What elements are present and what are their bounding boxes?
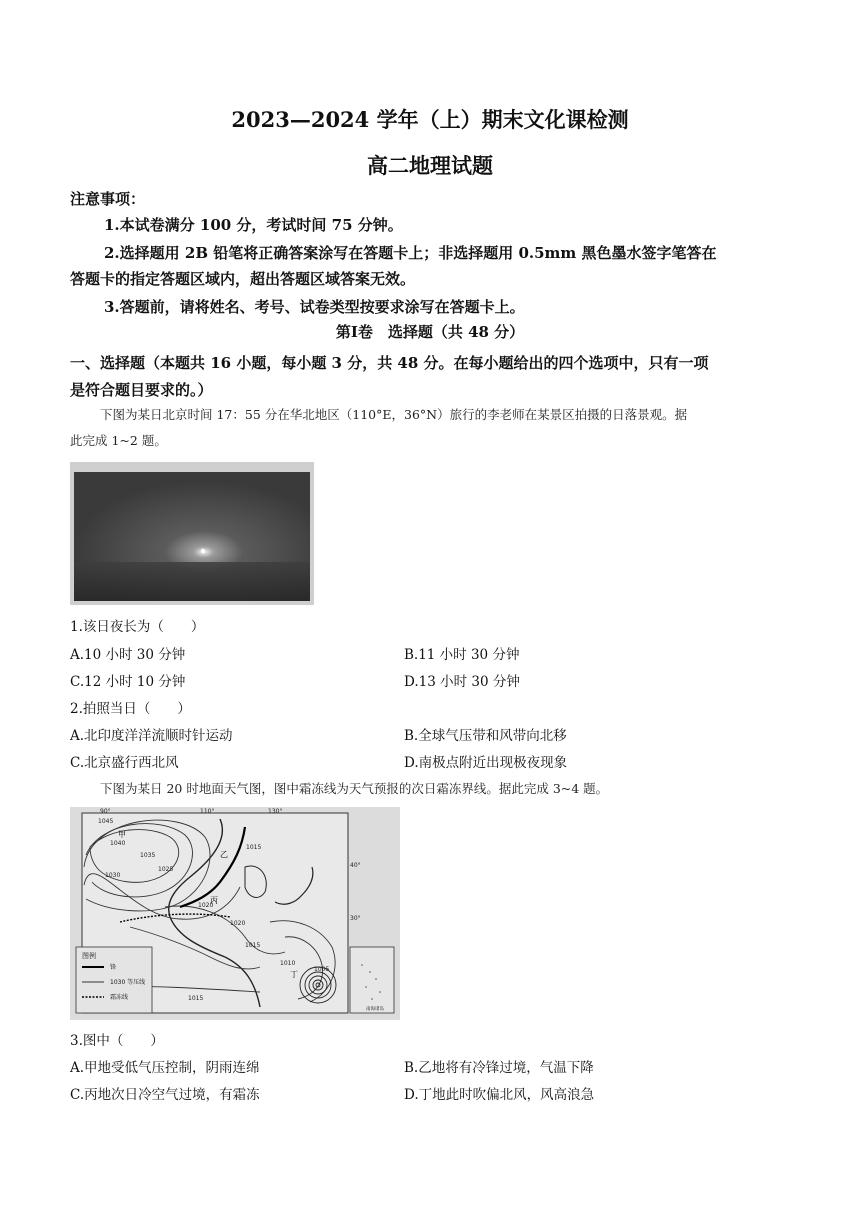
- exam-subtitle: 高二地理试题: [367, 153, 493, 178]
- isobar-label-1015-b: 1015: [245, 942, 261, 949]
- map-legend: [76, 947, 152, 1013]
- q1-option-d: D.13 小时 30 分钟: [404, 674, 520, 690]
- legend-front: 锋: [110, 964, 117, 971]
- sunset-photo: [70, 462, 314, 605]
- q2-option-b: B.全球气压带和风带向北移: [404, 728, 567, 744]
- notice-item-3: 3.答题前，请将姓名、考号、试卷类型按要求涂写在答题卡上。: [104, 298, 525, 316]
- isobar-label-1035: 1035: [140, 852, 156, 859]
- lat-label-30: 30°: [350, 915, 361, 922]
- lat-label-40: 40°: [350, 862, 361, 869]
- isobar-label-1020-b: 1020: [230, 920, 246, 927]
- part1-instructions: [70, 350, 790, 404]
- q3-option-b: B.乙地将有冷锋过境，气温下降: [404, 1060, 594, 1076]
- q3-option-d: D.丁地此时吹偏北风，风高浪急: [404, 1087, 595, 1103]
- q1-option-a: A.10 小时 30 分钟: [70, 647, 186, 663]
- lon-label-130: 130°: [268, 808, 283, 815]
- isobar-label-1020-a: 1020: [198, 902, 214, 909]
- notice-heading: 注意事项：: [70, 190, 146, 208]
- isobar-label-1005: 1005: [314, 966, 330, 973]
- isobar-label-1040: 1040: [110, 840, 126, 847]
- isobar-label-1015-c: 1015: [188, 995, 204, 1002]
- q2-stem: 2.拍照当日（ ）: [70, 701, 191, 717]
- sun-dot: [201, 549, 205, 553]
- isobar-label-1010: 1010: [280, 960, 296, 967]
- part1-line-a: 一、选择题（本题共 16 小题，每小题 3 分，共 48 分。在每小题给出的四个选项中，只有一项: [70, 354, 709, 372]
- q1-option-b: B.11 小时 30 分钟: [404, 647, 520, 663]
- isobar-label-1045: 1045: [98, 818, 114, 825]
- part1-line-b: 是符合题目要求的。）: [70, 381, 213, 399]
- group1-intro-a: 下图为某日北京时间 17：55 分在华北地区（110°E，36°N）旅行的李老师在某景区拍摄的日落景观。据: [100, 407, 688, 422]
- legend-isobar: 1030 等压线: [110, 979, 146, 986]
- place-bing: 丙: [210, 896, 218, 905]
- group1-intro-b: 此完成 1~2 题。: [70, 433, 167, 448]
- q1-stem: 1.该日夜长为（ ）: [70, 619, 205, 635]
- place-yi: 乙: [220, 850, 228, 859]
- inset-stamp: 南海诸岛: [366, 1007, 384, 1012]
- place-ding: 丁: [290, 970, 298, 979]
- inset-map: [350, 947, 394, 1013]
- weather-map: [70, 807, 400, 1020]
- q3-stem: 3.图中（ ）: [70, 1033, 164, 1049]
- legend-frost: 霜冻线: [110, 994, 129, 1001]
- q2-option-c: C.北京盛行西北风: [70, 755, 179, 771]
- notice-item-2a: 2.选择题用 2B 铅笔将正确答案涂写在答题卡上；非选择题用 0.5mm 黑色墨水签字笔答在: [104, 244, 717, 262]
- isobar-label-1025: 1025: [158, 866, 174, 873]
- group2-intro: 下图为某日 20 时地面天气图，图中霜冻线为天气预报的次日霜冻界线。据此完成 3~4 题。: [100, 781, 609, 796]
- notice-item-1: 1.本试卷满分 100 分，考试时间 75 分钟。: [104, 216, 403, 234]
- q3-option-c: C.丙地次日冷空气过境，有霜冻: [70, 1087, 260, 1103]
- legend-title: 图例: [82, 952, 96, 960]
- exam-title: 2023—2024 学年（上）期末文化课检测: [231, 107, 629, 132]
- q2-option-a: A.北印度洋洋流顺时针运动: [70, 728, 233, 744]
- place-jia: 甲: [118, 830, 126, 839]
- section-title: 第Ⅰ卷 选择题（共 48 分）: [335, 323, 525, 341]
- q2-option-d: D.南极点附近出现极夜现象: [404, 755, 568, 771]
- notice-item-2b: 答题卡的指定答题区域内，超出答题区域答案无效。: [70, 270, 416, 288]
- isobar-label-1030: 1030: [105, 872, 121, 879]
- q1-option-c: C.12 小时 10 分钟: [70, 674, 186, 690]
- lon-label-110: 110°: [200, 808, 215, 815]
- isobar-label-1015-a: 1015: [246, 844, 262, 851]
- q3-option-a: A.甲地受低气压控制，阴雨连绵: [70, 1060, 260, 1076]
- lon-label-90: 90°: [100, 808, 111, 815]
